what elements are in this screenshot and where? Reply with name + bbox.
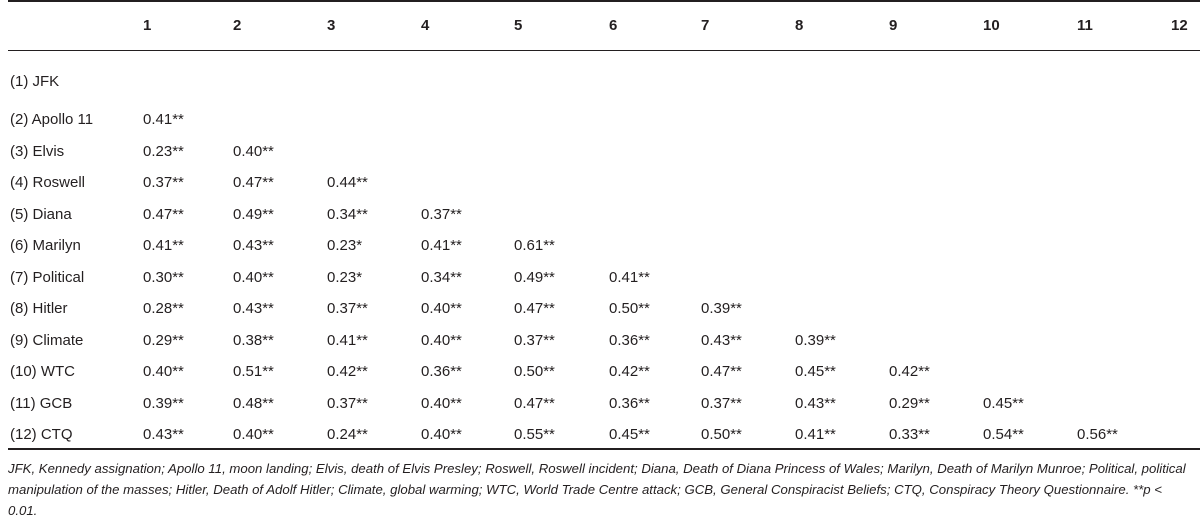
correlation-cell — [701, 104, 795, 136]
correlation-cell — [1171, 356, 1200, 388]
correlation-cell: 0.44** — [327, 174, 368, 192]
correlation-cell — [1077, 136, 1171, 168]
correlation-cell — [1171, 419, 1200, 451]
table-row — [0, 199, 1200, 231]
column-header-9: 9 — [889, 16, 898, 34]
correlation-cell: 0.40** — [421, 300, 462, 318]
correlation-cell — [609, 50, 701, 104]
correlation-cell — [1077, 167, 1171, 199]
correlation-cell: 0.51** — [233, 363, 274, 381]
correlation-cell: 0.45** — [609, 426, 650, 444]
table-row — [0, 262, 1200, 294]
correlation-cell: 0.47** — [514, 394, 555, 412]
correlation-cell — [514, 167, 609, 199]
correlation-cell — [233, 50, 327, 104]
correlation-cell: 0.30** — [143, 268, 184, 286]
correlation-cell: 0.36** — [609, 331, 650, 349]
correlation-cell — [1171, 199, 1200, 231]
correlation-cell — [514, 104, 609, 136]
correlation-cell: 0.55** — [514, 426, 555, 444]
correlation-cell: 0.41** — [143, 111, 184, 129]
correlation-cell: 0.47** — [514, 300, 555, 318]
correlation-cell — [889, 136, 983, 168]
correlation-cell: 0.40** — [421, 426, 462, 444]
correlation-cell: 0.37** — [327, 300, 368, 318]
correlation-cell — [889, 199, 983, 231]
correlation-cell — [1077, 388, 1171, 420]
correlation-cell: 0.61** — [514, 237, 555, 255]
correlation-cell: 0.40** — [233, 426, 274, 444]
correlation-cell — [983, 104, 1077, 136]
correlation-cell: 0.24** — [327, 426, 368, 444]
table-row — [0, 356, 1200, 388]
row-label: (5) Diana — [10, 205, 72, 223]
correlation-cell — [1077, 50, 1171, 104]
table-row — [0, 167, 1200, 199]
correlation-cell: 0.49** — [514, 268, 555, 286]
correlation-cell: 0.45** — [795, 363, 836, 381]
row-label: (6) Marilyn — [10, 237, 81, 255]
correlation-cell — [1171, 230, 1200, 262]
row-label: (2) Apollo 11 — [10, 111, 94, 129]
row-label: (9) Climate — [10, 331, 84, 349]
correlation-cell: 0.37** — [327, 394, 368, 412]
correlation-cell — [609, 136, 701, 168]
correlation-cell: 0.56** — [1077, 426, 1118, 444]
table-row — [0, 104, 1200, 136]
correlation-cell — [609, 167, 701, 199]
table-row — [0, 419, 1200, 451]
correlation-cell: 0.40** — [233, 268, 274, 286]
correlation-cell — [327, 136, 421, 168]
correlation-cell — [1077, 104, 1171, 136]
correlation-cell — [983, 262, 1077, 294]
correlation-cell: 0.43** — [795, 394, 836, 412]
column-header-5: 5 — [514, 16, 523, 34]
correlation-cell: 0.54** — [983, 426, 1024, 444]
table-row — [0, 136, 1200, 168]
correlation-cell: 0.29** — [143, 331, 184, 349]
row-label: (11) GCB — [10, 394, 73, 412]
correlation-cell — [795, 167, 889, 199]
correlation-cell — [983, 293, 1077, 325]
correlation-cell — [421, 136, 514, 168]
correlation-cell — [1171, 293, 1200, 325]
table-footnote: JFK, Kennedy assignation; Apollo 11, moon landing; Elvis, death of Elvis Presley; Roswell, Roswell incident; Diana, Death of Diana Princess of Wales; Marilyn, Death of Marilyn Munroe; Political, political manipulation of the masses; Hitler, Death of Adolf Hitler; Climate, global warming; WTC, World Trade Centre attack; GCB, General Conspiracist Beliefs; CTQ, Conspiracy Theory Questionnaire. **p < 0.01. — [8, 461, 1186, 518]
correlation-cell — [514, 199, 609, 231]
table-row — [0, 388, 1200, 420]
correlation-cell — [421, 167, 514, 199]
correlation-cell: 0.41** — [327, 331, 368, 349]
correlation-cell — [983, 199, 1077, 231]
correlation-cell — [143, 50, 233, 104]
correlation-cell — [609, 230, 701, 262]
correlation-cell: 0.43** — [233, 237, 274, 255]
row-label: (8) Hitler — [10, 300, 68, 318]
correlation-cell: 0.37** — [421, 205, 462, 223]
row-label: (3) Elvis — [10, 142, 65, 160]
correlation-cell: 0.23** — [143, 142, 184, 160]
correlation-cell — [889, 167, 983, 199]
correlation-cell — [701, 230, 795, 262]
column-header-1: 1 — [143, 16, 152, 34]
correlation-cell — [795, 50, 889, 104]
correlation-cell: 0.40** — [233, 142, 274, 160]
column-header-12: 12 — [1171, 16, 1188, 34]
correlation-cell — [983, 356, 1077, 388]
correlation-cell — [701, 262, 795, 294]
correlation-cell: 0.42** — [889, 363, 930, 381]
correlation-cell: 0.41** — [143, 237, 184, 255]
correlation-cell — [701, 50, 795, 104]
correlation-cell — [795, 230, 889, 262]
correlation-cell: 0.43** — [143, 426, 184, 444]
table-row — [0, 293, 1200, 325]
row-label: (10) WTC — [10, 363, 75, 381]
correlation-cell: 0.42** — [609, 363, 650, 381]
correlation-cell: 0.39** — [701, 300, 742, 318]
column-header-2: 2 — [233, 16, 242, 34]
column-header-8: 8 — [795, 16, 804, 34]
correlation-cell — [609, 199, 701, 231]
correlation-cell — [421, 50, 514, 104]
correlation-cell: 0.48** — [233, 394, 274, 412]
correlation-cell — [1077, 262, 1171, 294]
correlation-cell: 0.40** — [421, 394, 462, 412]
correlation-cell: 0.49** — [233, 205, 274, 223]
correlation-cell — [795, 262, 889, 294]
correlation-cell: 0.39** — [795, 331, 836, 349]
correlation-cell — [514, 136, 609, 168]
correlation-cell — [889, 325, 983, 357]
correlation-cell: 0.50** — [701, 426, 742, 444]
correlation-cell: 0.28** — [143, 300, 184, 318]
correlation-cell — [1077, 230, 1171, 262]
row-label: (4) Roswell — [10, 174, 86, 192]
column-header-11: 11 — [1077, 16, 1093, 34]
correlation-cell — [889, 50, 983, 104]
correlation-cell — [233, 104, 327, 136]
correlation-cell — [795, 104, 889, 136]
correlation-cell: 0.47** — [233, 174, 274, 192]
correlation-cell: 0.29** — [889, 394, 930, 412]
correlation-cell: 0.47** — [143, 205, 184, 223]
correlation-cell: 0.40** — [421, 331, 462, 349]
correlation-cell: 0.36** — [609, 394, 650, 412]
table-row — [0, 50, 1200, 104]
correlation-cell: 0.34** — [327, 205, 368, 223]
correlation-cell — [889, 230, 983, 262]
correlation-cell: 0.23* — [327, 268, 363, 286]
correlation-cell — [1171, 262, 1200, 294]
correlation-cell — [1077, 325, 1171, 357]
correlation-cell — [327, 50, 421, 104]
correlation-cell — [1171, 50, 1200, 104]
correlation-cell — [1171, 167, 1200, 199]
correlation-cell — [983, 136, 1077, 168]
correlation-cell: 0.43** — [233, 300, 274, 318]
correlation-cell — [889, 293, 983, 325]
table-header-row — [0, 0, 1200, 50]
correlation-cell: 0.41** — [609, 268, 650, 286]
correlation-cell — [889, 262, 983, 294]
correlation-cell — [327, 104, 421, 136]
correlation-cell — [514, 50, 609, 104]
correlation-cell: 0.45** — [983, 394, 1024, 412]
correlation-cell — [1077, 356, 1171, 388]
correlation-cell — [1171, 136, 1200, 168]
correlation-cell: 0.37** — [143, 174, 184, 192]
correlation-cell: 0.33** — [889, 426, 930, 444]
row-label: (1) JFK — [10, 72, 60, 90]
correlation-cell: 0.37** — [701, 394, 742, 412]
correlation-cell — [983, 325, 1077, 357]
correlation-cell — [889, 104, 983, 136]
column-header-blank — [0, 0, 143, 50]
correlation-cell — [795, 199, 889, 231]
correlation-cell: 0.41** — [795, 426, 836, 444]
correlation-cell: 0.36** — [421, 363, 462, 381]
correlation-cell: 0.40** — [143, 363, 184, 381]
correlation-cell: 0.50** — [514, 363, 555, 381]
table-row — [0, 230, 1200, 262]
column-header-7: 7 — [701, 16, 710, 34]
correlation-cell — [983, 167, 1077, 199]
table-body — [0, 50, 1200, 451]
correlation-cell — [701, 167, 795, 199]
correlation-cell: 0.38** — [233, 331, 274, 349]
table-row — [0, 325, 1200, 357]
correlation-cell: 0.41** — [421, 237, 462, 255]
row-label: (12) CTQ — [10, 426, 73, 444]
correlation-cell — [795, 293, 889, 325]
row-label: (7) Political — [10, 268, 85, 286]
column-header-6: 6 — [609, 16, 618, 34]
correlation-cell — [983, 230, 1077, 262]
correlation-cell: 0.37** — [514, 331, 555, 349]
column-header-3: 3 — [327, 16, 336, 34]
column-header-10: 10 — [983, 16, 1000, 34]
correlation-cell — [421, 104, 514, 136]
correlation-cell — [983, 50, 1077, 104]
correlation-cell — [1077, 199, 1171, 231]
correlation-cell: 0.34** — [421, 268, 462, 286]
correlation-cell — [1171, 388, 1200, 420]
correlation-cell — [701, 136, 795, 168]
correlation-cell — [795, 136, 889, 168]
correlation-cell: 0.50** — [609, 300, 650, 318]
correlation-cell: 0.23* — [327, 237, 363, 255]
correlation-cell — [1077, 293, 1171, 325]
correlation-cell: 0.43** — [701, 331, 742, 349]
correlation-cell: 0.42** — [327, 363, 368, 381]
correlation-cell — [609, 104, 701, 136]
correlation-cell — [1171, 325, 1200, 357]
correlation-cell: 0.39** — [143, 394, 184, 412]
correlation-cell: 0.47** — [701, 363, 742, 381]
column-header-4: 4 — [421, 16, 430, 34]
correlation-cell — [701, 199, 795, 231]
correlation-cell — [1171, 104, 1200, 136]
